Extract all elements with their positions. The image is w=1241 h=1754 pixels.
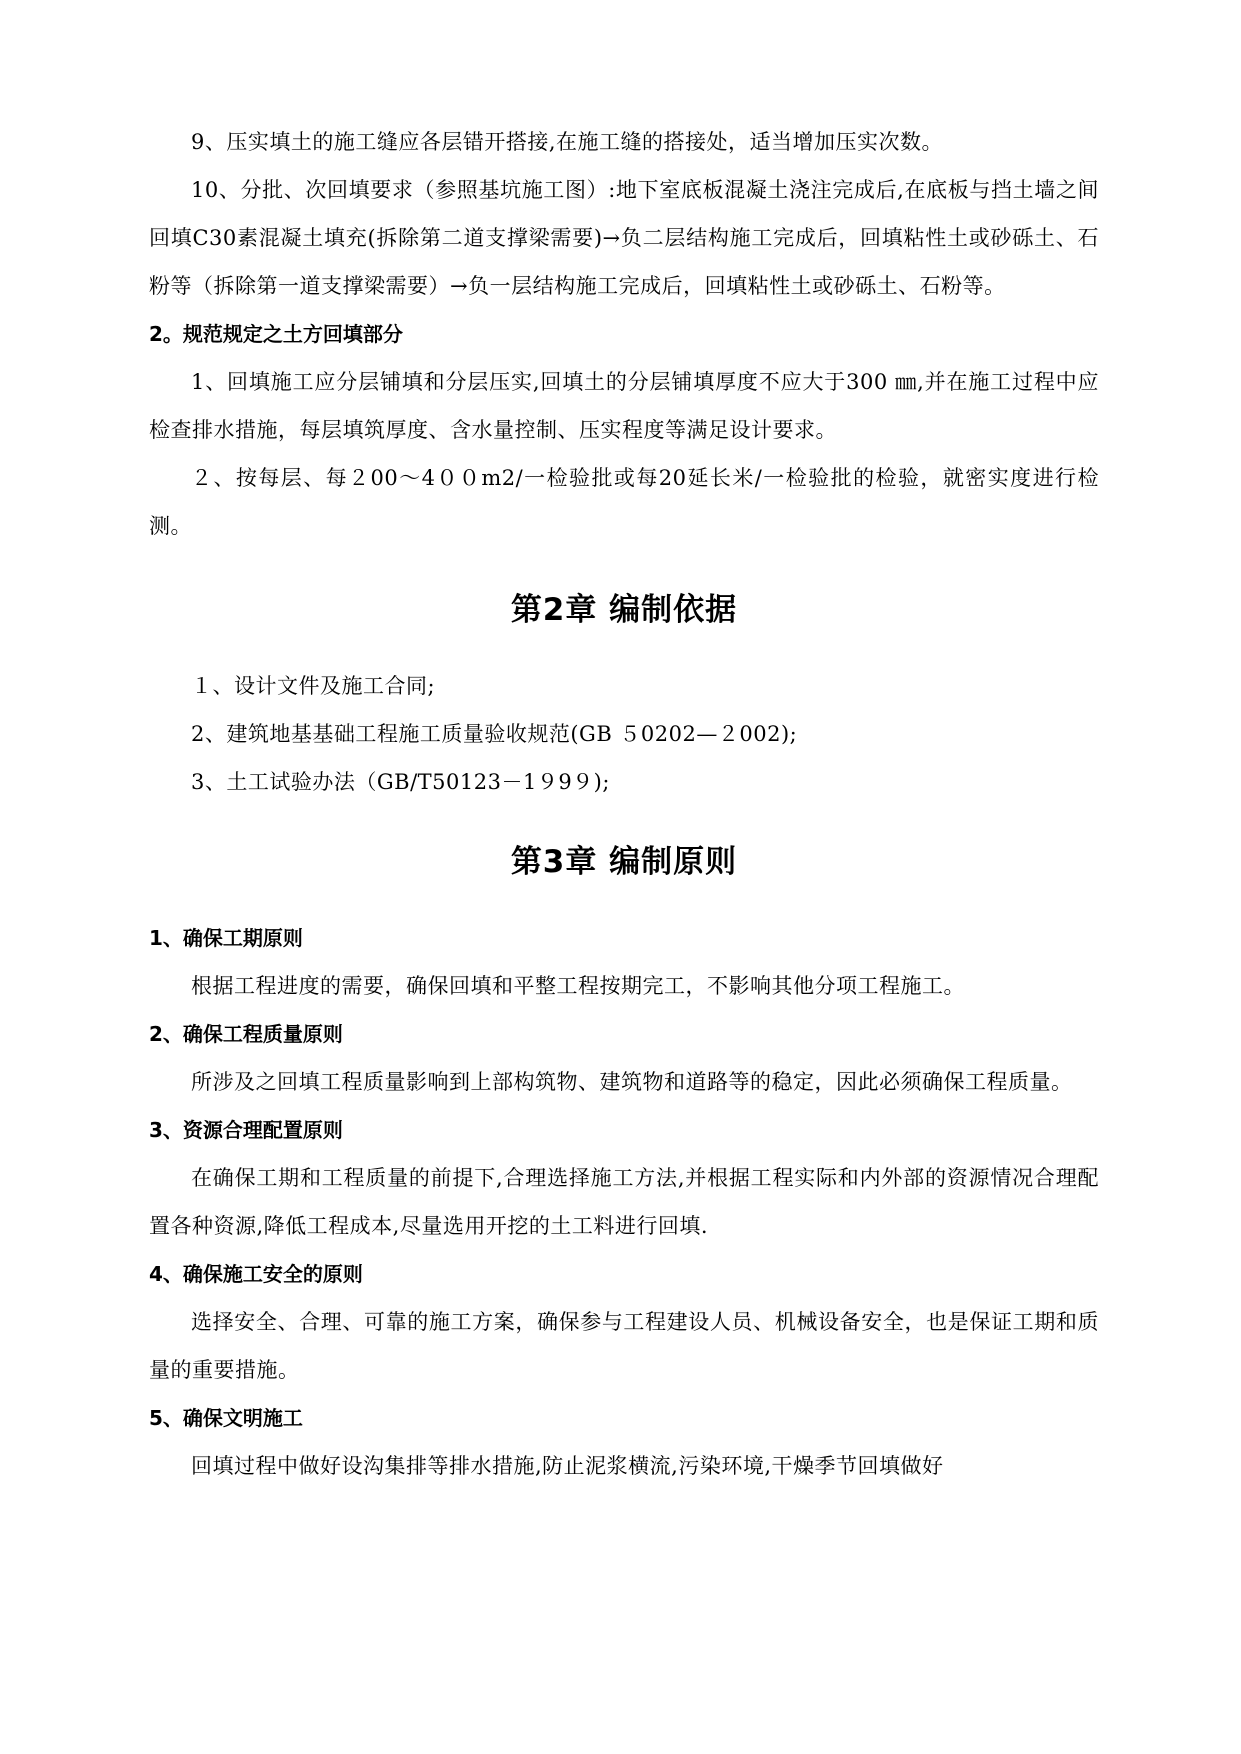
page-content [149,118,1099,1490]
list-item: 9、压实填土的施工缝应各层错开搭接,在施工缝的搭接处，适当增加压实次数。 [191,130,944,154]
section-heading: 2、确保工程质量原则 [149,1022,343,1046]
section-heading: 1、确保工期原则 [149,926,303,950]
list-item: １、设计文件及施工合同; [191,674,436,698]
section-heading: 2。规范规定之土方回填部分 [149,322,403,346]
paragraph: ２、按每层、每２00～4００m2/一检验批或每20延长米/一检验批的检验，就密实度进行检测。 [149,466,1099,538]
section-heading: 4、确保施工安全的原则 [149,1262,363,1286]
paragraph: 在确保工期和工程质量的前提下,合理选择施工方法,并根据工程实际和内外部的资源情况合理配置各种资源,降低工程成本,尽量选用开挖的土工料进行回填. [149,1166,1099,1238]
paragraph: 回填过程中做好设沟集排等排水措施,防止泥浆横流,污染环境,干燥季节回填做好 [191,1454,944,1478]
paragraph: 根据工程进度的需要，确保回填和平整工程按期完工，不影响其他分项工程施工。 [191,974,965,998]
paragraph: 1、回填施工应分层铺填和分层压实,回填土的分层铺填厚度不应大于300 ㎜,并在施工过程中应检查排水措施，每层填筑厚度、含水量控制、压实程度等满足设计要求。 [149,370,1099,442]
section-heading: 5、确保文明施工 [149,1406,303,1430]
paragraph: 选择安全、合理、可靠的施工方案，确保参与工程建设人员、机械设备安全，也是保证工期和质量的重要措施。 [149,1310,1099,1382]
list-item: 2、建筑地基基础工程施工质量验收规范(GB ５0202—２002); [191,722,798,746]
chapter-title: 第3章 编制原则 [510,844,738,880]
paragraph: 所涉及之回填工程质量影响到上部构筑物、建筑物和道路等的稳定，因此必须确保工程质量。 [191,1070,1073,1094]
chapter-title: 第2章 编制依据 [510,592,738,628]
list-item: 10、分批、次回填要求（参照基坑施工图）:地下室底板混凝土浇注完成后,在底板与挡土墙之间回填C30素混凝土填充(拆除第二道支撑梁需要)→负二层结构施工完成后，回填粘性土或砂砾土、石粉等（拆除第一道支撑梁需要）→负一层结构施工完成后，回填粘性土或砂砾土、石粉等。 [149,178,1099,298]
list-item: 3、土工试验办法（GB/T50123－1９9９); [191,770,610,794]
section-heading: 3、资源合理配置原则 [149,1118,343,1142]
